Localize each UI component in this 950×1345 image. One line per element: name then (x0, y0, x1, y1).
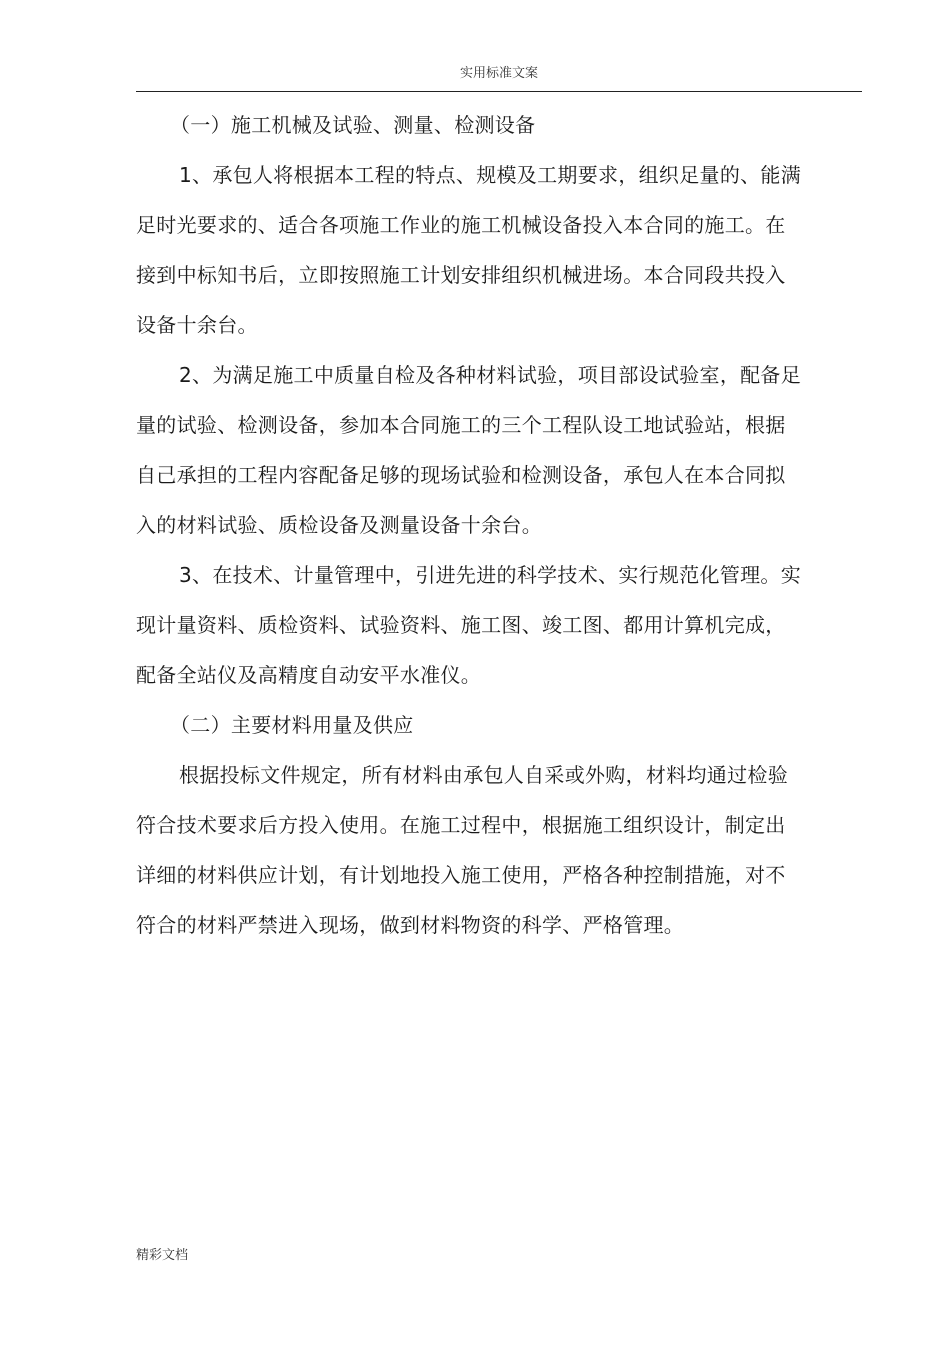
document-body (136, 100, 826, 950)
section-title-equipment: （一）施工机械及试验、测量、检测设备 (170, 113, 536, 137)
paragraph-line: 入的材料试验、质检设备及测量设备十余台。 (136, 513, 542, 537)
paragraph-line: 自己承担的工程内容配备足够的现场试验和检测设备，承包人在本合同拟 (136, 463, 786, 487)
paragraph-line: 详细的材料供应计划，有计划地投入施工使用，严格各种控制措施，对不 (136, 863, 786, 887)
paragraph-machinery (136, 150, 826, 350)
paragraph-line: 根据投标文件规定，所有材料由承包人自采或外购，材料均通过检验 (179, 763, 788, 787)
paragraph-materials (136, 750, 826, 950)
page-header: 实用标准文案 (459, 66, 538, 81)
paragraph-line: 接到中标知书后，立即按照施工计划安排组织机械进场。本合同段共投入 (136, 263, 786, 287)
paragraph-line: 设备十余台。 (136, 313, 258, 337)
paragraph-line: 2、为满足施工中质量自检及各种材料试验，项目部设试验室，配备足 (179, 363, 802, 387)
paragraph-line: 1、承包人将根据本工程的特点、规模及工期要求，组织足量的、能满 (179, 163, 802, 187)
paragraph-line: 符合技术要求后方投入使用。在施工过程中，根据施工组织设计，制定出 (136, 813, 786, 837)
paragraph-line: 3、在技术、计量管理中，引进先进的科学技术、实行规范化管理。实 (179, 563, 802, 587)
paragraph-management (136, 550, 826, 700)
paragraph-line: 足时光要求的、适合各项施工作业的施工机械设备投入本合同的施工。在 (136, 213, 786, 237)
paragraph-line: 配备全站仪及高精度自动安平水准仪。 (136, 663, 482, 687)
paragraph-line: 现计量资料、质检资料、试验资料、施工图、竣工图、都用计算机完成， (136, 613, 786, 637)
paragraph-line: 符合的材料严禁进入现场，做到材料物资的科学、严格管理。 (136, 913, 685, 937)
header-rule (136, 91, 862, 92)
paragraph-testing (136, 350, 826, 550)
paragraph-line: 量的试验、检测设备，参加本合同施工的三个工程队设工地试验站，根据 (136, 413, 786, 437)
section-title-materials: （二）主要材料用量及供应 (170, 713, 414, 737)
page-footer: 精彩文档 (136, 1248, 189, 1263)
